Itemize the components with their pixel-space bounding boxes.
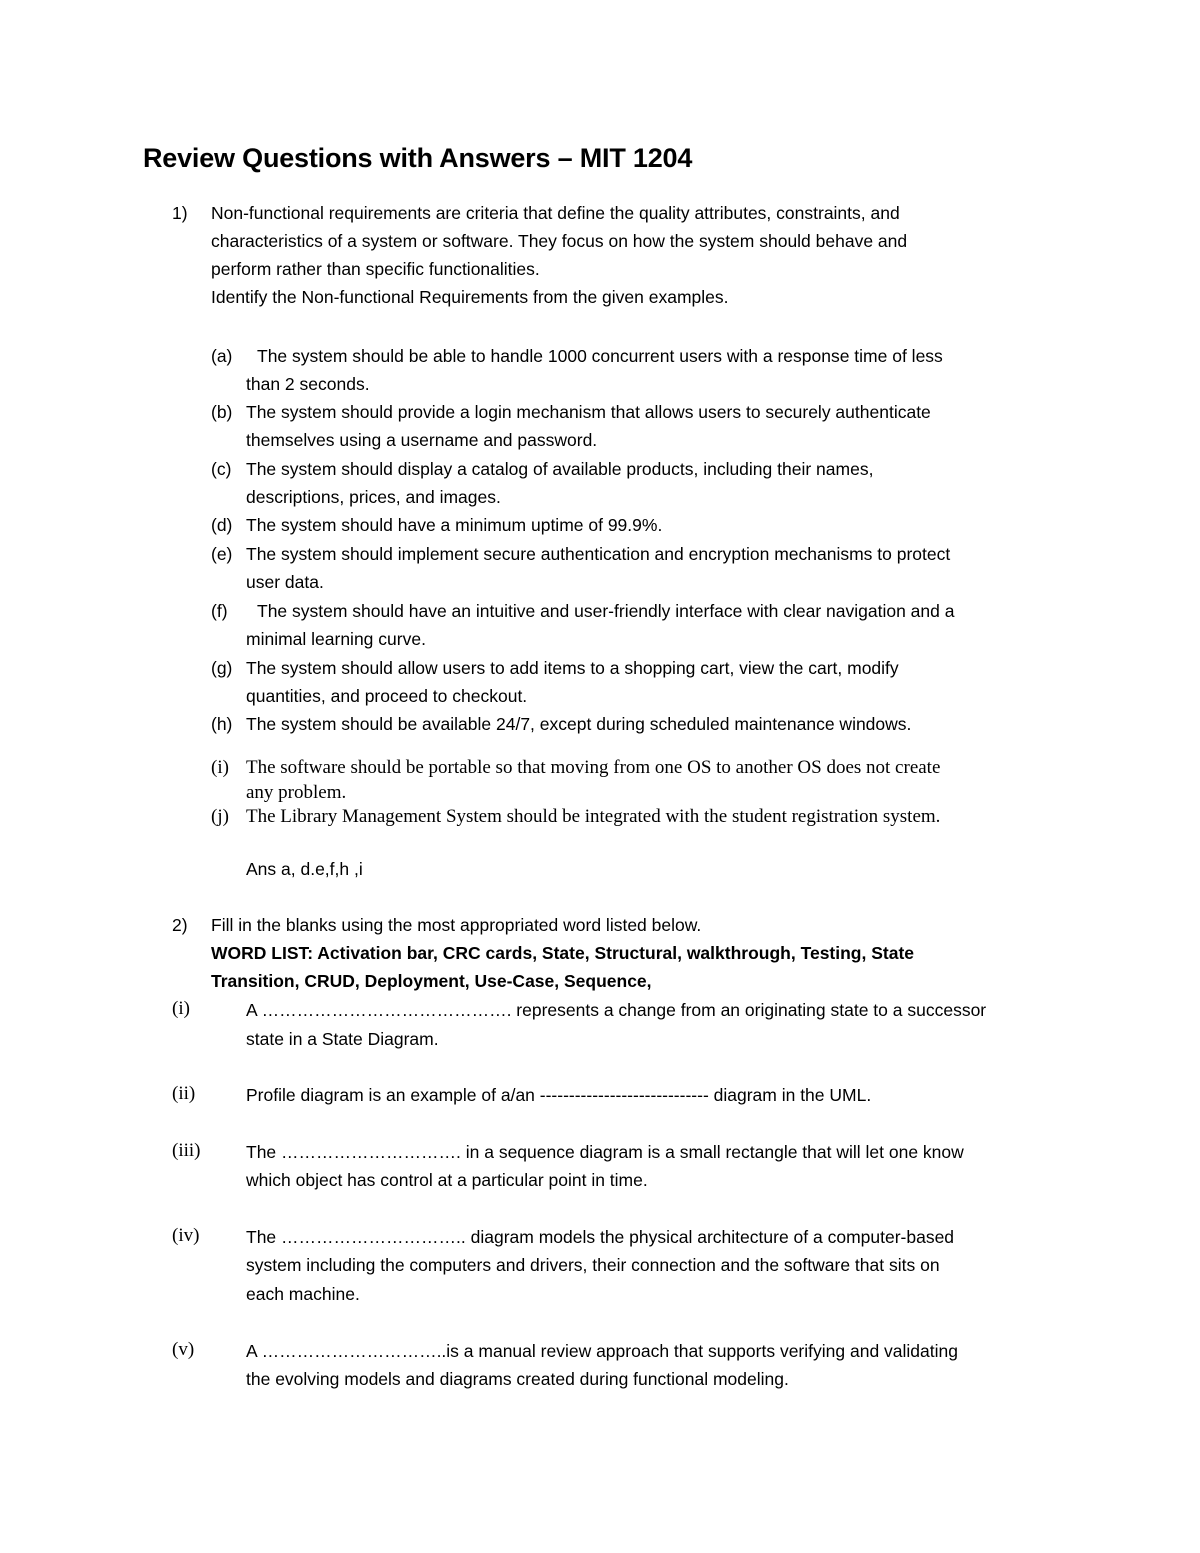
word-list-line: WORD LIST: Activation bar, CRC cards, State, Structural, walkthrough, Testing, State (211, 943, 915, 963)
q1-item-label: (c) (211, 459, 232, 479)
word-list-line: Transition, CRUD, Deployment, Use-Case, Sequence, (211, 971, 652, 991)
q1-item-text: The system should provide a login mechanism that allows users to securely authenticate (246, 402, 931, 422)
q1-item-text: descriptions, prices, and images. (246, 487, 501, 507)
q1-item-label: (f) (211, 601, 228, 621)
q1-item-text: The system should allow users to add items to a shopping cart, view the cart, modify (246, 658, 899, 678)
q1-item-text: The system should have a minimum uptime of 99.9%. (246, 515, 663, 535)
q2-item-text: The …………………………. in a sequence diagram is a small rectangle that will let one know (246, 1142, 964, 1162)
page-title: Review Questions with Answers – MIT 1204 (143, 143, 693, 173)
q1-item-text: The system should be available 24/7, except during scheduled maintenance windows. (246, 714, 912, 734)
q2-item-text: The ………………………….. diagram models the physical architecture of a computer-based (246, 1227, 955, 1247)
q2-item-label: (v) (172, 1339, 195, 1360)
q2-item-label: (iii) (172, 1140, 201, 1161)
question-1-intro-line: Non-functional requirements are criteria that define the quality attributes, constraints, and (211, 203, 900, 223)
q1-item-label: (i) (211, 757, 229, 778)
question-1-answer: Ans a, d.e,f,h ,i (246, 859, 363, 879)
q2-item-text: A ……………………………………. represents a change from an originating state to a successor (246, 1000, 987, 1020)
question-2-instruction: Fill in the blanks using the most appropriated word listed below. (211, 915, 702, 935)
q1-item-text: The Library Management System should be integrated with the student registration system. (246, 806, 941, 827)
q1-item-label: (b) (211, 402, 233, 422)
q2-item-text: each machine. (246, 1284, 360, 1304)
q2-item-text: Profile diagram is an example of a/an ----------------------------- diagram in the UML. (246, 1085, 872, 1105)
q1-item-label: (h) (211, 714, 233, 734)
q2-item-text: the evolving models and diagrams created during functional modeling. (246, 1369, 789, 1389)
q2-item-label: (iv) (172, 1225, 200, 1246)
q1-item-label: (g) (211, 658, 233, 678)
q2-item-text: system including the computers and drivers, their connection and the software that sits on (246, 1255, 940, 1275)
q1-item-text: minimal learning curve. (246, 629, 426, 649)
q1-item-text: The system should implement secure authentication and encryption mechanisms to protect (246, 544, 951, 564)
question-1-intro-line: perform rather than specific functionalities. (211, 259, 540, 279)
q1-item-label: (e) (211, 544, 233, 564)
q1-item-label: (d) (211, 515, 233, 535)
q2-item-text: A …………………………..is a manual review approach that supports verifying and validating (246, 1341, 958, 1361)
question-1-intro-line: characteristics of a system or software. They focus on how the system should behave and (211, 231, 908, 251)
q1-item-text: than 2 seconds. (246, 374, 370, 394)
q1-item-text: any problem. (246, 782, 347, 803)
q1-item-text: themselves using a username and password. (246, 430, 598, 450)
q1-item-text: user data. (246, 572, 324, 592)
q1-item-text: quantities, and proceed to checkout. (246, 686, 528, 706)
q1-item-text: The system should be able to handle 1000 concurrent users with a response time of less (257, 346, 943, 366)
q1-item-label: (a) (211, 346, 233, 366)
q2-item-label: (ii) (172, 1083, 196, 1104)
question-1-intro-line: Identify the Non-functional Requirements from the given examples. (211, 287, 729, 307)
q2-item-text: which object has control at a particular point in time. (246, 1170, 648, 1190)
q1-item-text: The system should display a catalog of available products, including their names, (246, 459, 874, 479)
q1-item-text: The software should be portable so that moving from one OS to another OS does not create (246, 757, 941, 778)
q2-item-label: (i) (172, 998, 190, 1019)
q2-item-text: state in a State Diagram. (246, 1029, 439, 1049)
question-1-number: 1) (172, 203, 188, 223)
question-2-number: 2) (172, 915, 188, 935)
q1-item-text: The system should have an intuitive and user-friendly interface with clear navigation and a (257, 601, 955, 621)
q1-item-label: (j) (211, 806, 229, 827)
